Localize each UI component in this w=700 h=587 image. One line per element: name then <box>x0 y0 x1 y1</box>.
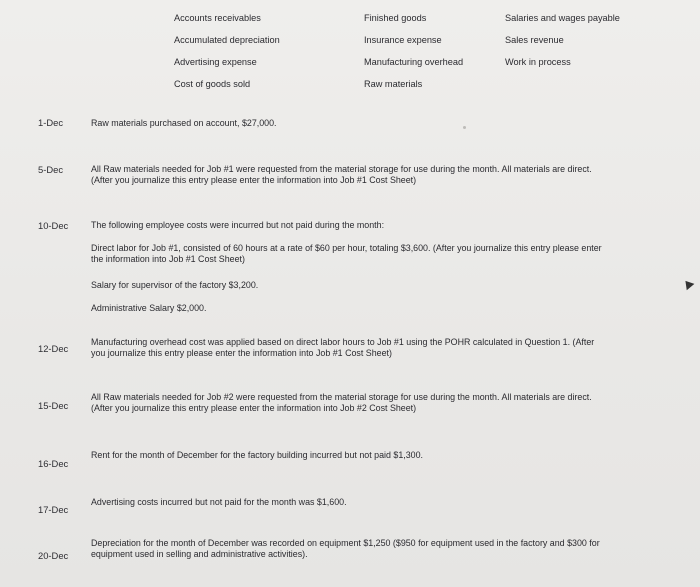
entry-line: (After you journalize this entry please enter the information into Job #1 Cost Sheet) <box>91 174 417 185</box>
entry-line: the information into Job #1 Cost Sheet) <box>91 253 245 264</box>
entry-description <box>91 497 347 508</box>
entry-line: Depreciation for the month of December was recorded on equipment $1,250 ($950 for equipment used in the factory and $300 for <box>91 538 600 548</box>
entry-description <box>91 450 423 461</box>
entry-date: 15-Dec <box>38 400 69 411</box>
account-name: Insurance expense <box>364 35 442 45</box>
account-name: Raw materials <box>364 79 423 89</box>
entry-subitem <box>91 280 258 291</box>
entry-line: Raw materials purchased on account, $27,000. <box>91 118 277 128</box>
account-name: Finished goods <box>364 13 427 23</box>
entry-date: 10-Dec <box>38 220 69 231</box>
entry-line: Salary for supervisor of the factory $3,200. <box>91 280 259 290</box>
entry-subitem <box>91 303 206 314</box>
entry-description <box>91 538 600 559</box>
entry-line: Administrative Salary $2,000. <box>91 303 207 313</box>
mouse-cursor-icon <box>682 278 695 291</box>
entry-subitem <box>91 243 602 264</box>
entry-date: 1-Dec <box>38 117 64 128</box>
entry-date: 5-Dec <box>38 164 64 175</box>
entry-line: Advertising costs incurred but not paid for the month was $1,600. <box>91 497 347 507</box>
account-name: Sales revenue <box>505 35 564 45</box>
entry-description <box>91 392 592 413</box>
entry-date: 17-Dec <box>38 504 69 515</box>
account-name: Work in process <box>505 57 571 67</box>
entry-description <box>91 118 277 129</box>
entry-line: Manufacturing overhead cost was applied based on direct labor hours to Job #1 using the POHR calculated in Question 1. (After <box>91 337 595 347</box>
entry-line: equipment used in selling and administrative activities). <box>91 548 308 559</box>
entry-line: Rent for the month of December for the factory building incurred but not paid $1,300. <box>91 450 424 460</box>
entry-line: (After you journalize this entry please enter the information into Job #2 Cost Sheet) <box>91 402 417 413</box>
entry-description <box>91 337 594 358</box>
account-name: Accounts receivables <box>174 13 261 23</box>
account-name: Cost of goods sold <box>174 79 251 89</box>
account-name: Advertising expense <box>174 57 257 67</box>
entry-description <box>91 220 384 231</box>
entry-line: you journalize this entry please enter the information into Job #1 Cost Sheet) <box>91 347 392 358</box>
account-name: Salaries and wages payable <box>505 13 620 23</box>
entry-description <box>91 164 592 185</box>
paper-speck <box>463 126 466 129</box>
entry-line: The following employee costs were incurred but not paid during the month: <box>91 220 385 230</box>
entry-date: 16-Dec <box>38 458 69 469</box>
account-name: Manufacturing overhead <box>364 57 464 67</box>
entry-line: Direct labor for Job #1, consisted of 60 hours at a rate of $60 per hour, totaling $3,600. (After you journalize this entry please enter <box>91 243 602 253</box>
entry-date: 12-Dec <box>38 343 69 354</box>
entry-line: All Raw materials needed for Job #1 were requested from the material storage for use during the month. All materials are direct. <box>91 164 592 174</box>
account-name: Accumulated depreciation <box>174 35 280 45</box>
entry-date: 20-Dec <box>38 550 69 561</box>
entry-line: All Raw materials needed for Job #2 were requested from the material storage for use during the month. All materials are direct. <box>91 392 592 402</box>
